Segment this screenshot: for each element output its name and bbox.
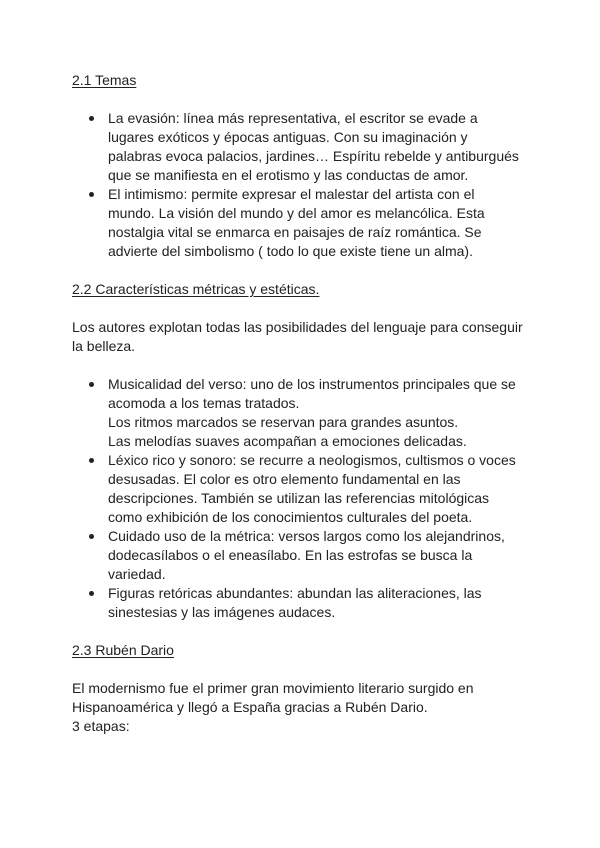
section-2-3 (72, 641, 542, 660)
caracteristicas-list (72, 375, 542, 622)
text-line: Figuras retóricas abundantes: abundan las aliteraciones, las (108, 585, 482, 601)
text-line: dodecasílabos o el eneasílabo. En las estrofas se busca la (108, 547, 473, 563)
text-line: la belleza. (72, 338, 136, 354)
bullet-icon (89, 591, 94, 596)
bullet-icon (89, 192, 94, 197)
list-item (72, 375, 542, 451)
document-page (72, 71, 542, 736)
bullet-icon (89, 534, 94, 539)
text-line: acomoda a los temas tratados. (108, 395, 300, 411)
text-line: Cuidado uso de la métrica: versos largos como los alejandrinos, (108, 528, 505, 544)
bullet-icon (89, 382, 94, 387)
bullet-icon (89, 116, 94, 121)
text-line: nostalgia vital se enmarca en paisajes de raíz romántica. Se (108, 224, 482, 240)
text-line: variedad. (108, 566, 166, 582)
list-item (72, 185, 542, 261)
section-2-1 (72, 71, 542, 90)
list-item (72, 109, 542, 185)
text-line: lugares exóticos y épocas antiguas. Con su imaginación y (108, 129, 468, 145)
section-heading-caracteristicas: 2.2 Características métricas y estéticas. (72, 281, 320, 297)
intro-paragraph (72, 318, 542, 356)
text-line: Musicalidad del verso: uno de los instrumentos principales que se (108, 376, 516, 392)
list-item (72, 584, 542, 622)
text-line: 3 etapas: (72, 718, 130, 734)
text-line: mundo. La visión del mundo y del amor es melancólica. Esta (108, 205, 485, 221)
text-line: palabras evoca palacios, jardines… Espíritu rebelde y antiburgués (108, 148, 519, 164)
bullet-icon (89, 458, 94, 463)
text-line: Las melodías suaves acompañan a emociones delicadas. (108, 433, 467, 449)
text-line: descripciones. También se utilizan las referencias mitológicas (108, 490, 490, 506)
text-line: desusadas. El color es otro elemento fundamental en las (108, 471, 461, 487)
text-line: sinestesias y las imágenes audaces. (108, 604, 336, 620)
text-line: La evasión: línea más representativa, el escritor se evade a (108, 110, 478, 126)
text-line: Los autores explotan todas las posibilidades del lenguaje para conseguir (72, 319, 523, 335)
text-line: como exhibición de los conocimientos culturales del poeta. (108, 509, 473, 525)
text-line: advierte del simbolismo ( todo lo que existe tiene un alma). (108, 243, 473, 259)
section-heading-ruben-dario: 2.3 Rubén Dario (72, 642, 174, 658)
text-line: Hispanoamérica y llegó a España gracias a Rubén Dario. (72, 699, 428, 715)
list-item (72, 527, 542, 584)
text-line: El intimismo: permite expresar el malestar del artista con el (108, 186, 475, 202)
text-line: que se manifiesta en el erotismo y las conductas de amor. (108, 167, 469, 183)
text-line: El modernismo fue el primer gran movimiento literario surgido en (72, 680, 474, 696)
text-line: Los ritmos marcados se reservan para grandes asuntos. (108, 414, 459, 430)
temas-list (72, 109, 542, 261)
text-line: Léxico rico y sonoro: se recurre a neologismos, cultismos o voces (108, 452, 516, 468)
section-2-2 (72, 280, 542, 299)
body-paragraph (72, 679, 542, 736)
section-heading-temas: 2.1 Temas (72, 72, 137, 88)
list-item (72, 451, 542, 527)
